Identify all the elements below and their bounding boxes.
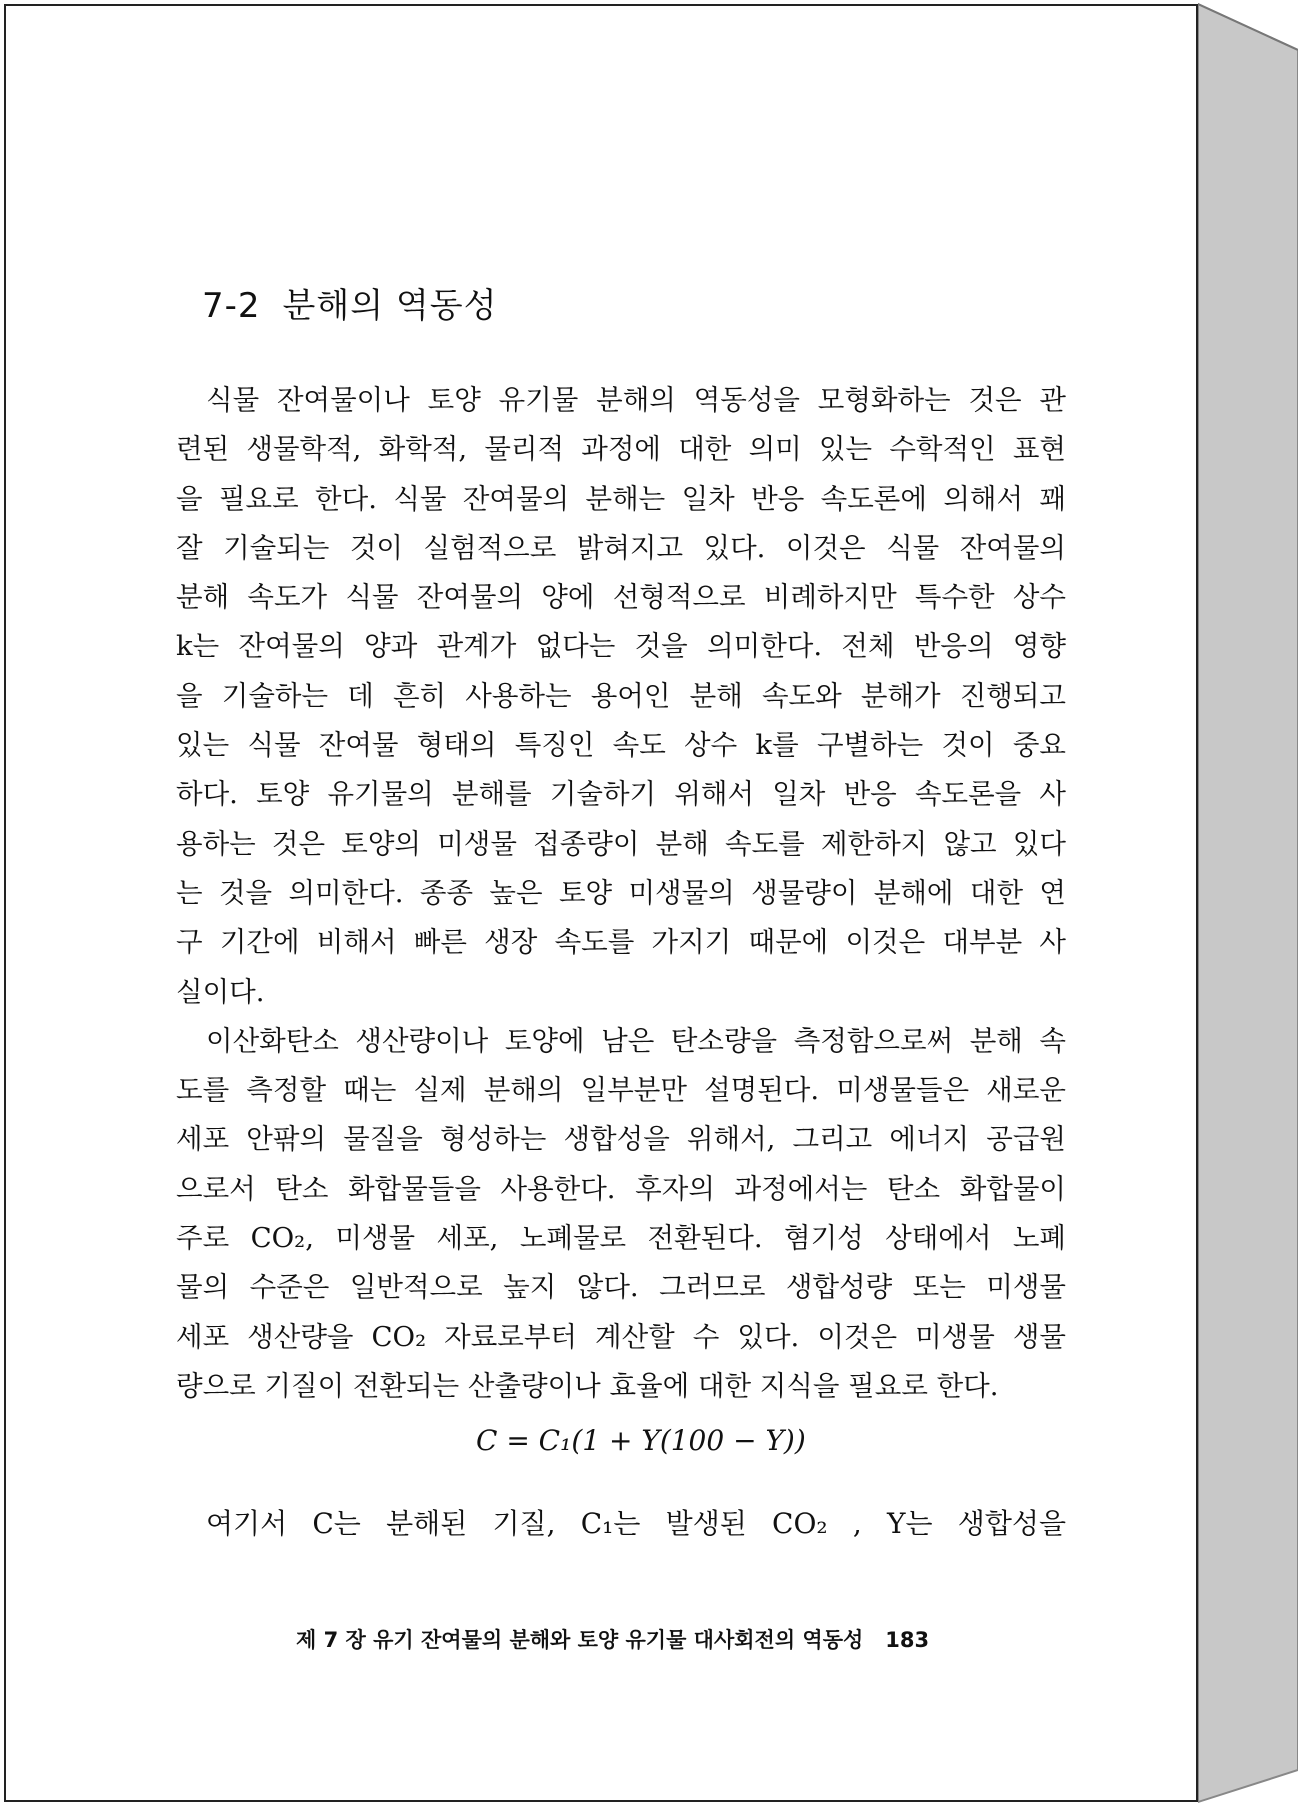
paragraph-line: 물의 수준은 일반적으로 높지 않다. 그러므로 생합성량 또는 미생물	[176, 1271, 1066, 1304]
book-edge	[1198, 0, 1298, 1806]
section-number: 7-2	[202, 286, 261, 326]
section-title: 분해의 역동성	[282, 286, 498, 326]
paragraph-line: 세포 안팎의 물질을 형성하는 생합성을 위해서, 그리고 에너지 공급원	[176, 1123, 1066, 1156]
paragraph-line: 실이다.	[176, 975, 265, 1008]
paragraph-line: 련된 생물학적, 화학적, 물리적 과정에 대한 의미 있는 수학적인 표현	[176, 433, 1066, 466]
paragraph-line: 하다. 토양 유기물의 분해를 기술하기 위해서 일차 반응 속도론을 사	[176, 778, 1066, 811]
body-text	[176, 376, 1066, 1411]
equation-definitions: 여기서 C는 분해된 기질, C₁는 발생된 CO₂ , Y는 생합성을	[206, 1507, 1066, 1540]
paragraph-line: 있는 식물 잔여물 형태의 특징인 속도 상수 k를 구별하는 것이 중요	[176, 729, 1066, 762]
paragraph-line: 이산화탄소 생산량이나 토양에 남은 탄소량을 측정함으로써 분해 속	[206, 1024, 1066, 1057]
paragraph-line: 량으로 기질이 전환되는 산출량이나 효율에 대한 지식을 필요로 한다.	[176, 1369, 999, 1402]
chapter-title: 제 7 장 유기 잔여물의 분해와 토양 유기물 대사회전의 역동성	[296, 1628, 864, 1652]
paragraph-line: 구 기간에 비해서 빠른 생장 속도를 가지기 때문에 이것은 대부분 사	[176, 926, 1066, 959]
paragraph-line: 잘 기술되는 것이 실험적으로 밝혀지고 있다. 이것은 식물 잔여물의	[176, 531, 1066, 564]
paragraph-line: 도를 측정할 때는 실제 분해의 일부분만 설명된다. 미생물들은 새로운	[176, 1074, 1066, 1107]
paragraph-line: 분해 속도가 식물 잔여물의 양에 선형적으로 비례하지만 특수한 상수	[176, 581, 1066, 614]
equation: C = C₁(1 + Y(100 − Y))	[476, 1424, 806, 1457]
page	[4, 4, 1198, 1802]
paragraph-line: 을 기술하는 데 흔히 사용하는 용어인 분해 속도와 분해가 진행되고	[176, 679, 1066, 712]
paragraph-line: k는 잔여물의 양과 관계가 없다는 것을 의미한다. 전체 반응의 영향	[176, 630, 1066, 663]
paragraph-line: 식물 잔여물이나 토양 유기물 분해의 역동성을 모형화하는 것은 관	[206, 384, 1066, 416]
page-number: 183	[885, 1628, 930, 1652]
running-footer	[296, 1624, 929, 1654]
paragraph-line: 용하는 것은 토양의 미생물 접종량이 분해 속도를 제한하지 않고 있다	[176, 827, 1066, 860]
paragraph-line: 을 필요로 한다. 식물 잔여물의 분해는 일차 반응 속도론에 의해서 꽤	[176, 482, 1066, 515]
section-heading	[202, 278, 497, 327]
paragraph-line: 으로서 탄소 화합물들을 사용한다. 후자의 과정에서는 탄소 화합물이	[176, 1172, 1066, 1205]
paragraph-line: 주로 CO₂, 미생물 세포, 노폐물로 전환된다. 혐기성 상태에서 노폐	[176, 1222, 1066, 1255]
paragraph-line: 는 것을 의미한다. 종종 높은 토양 미생물의 생물량이 분해에 대한 연	[176, 876, 1066, 909]
paragraph-line: 세포 생산량을 CO₂ 자료로부터 계산할 수 있다. 이것은 미생물 생물	[176, 1320, 1066, 1353]
